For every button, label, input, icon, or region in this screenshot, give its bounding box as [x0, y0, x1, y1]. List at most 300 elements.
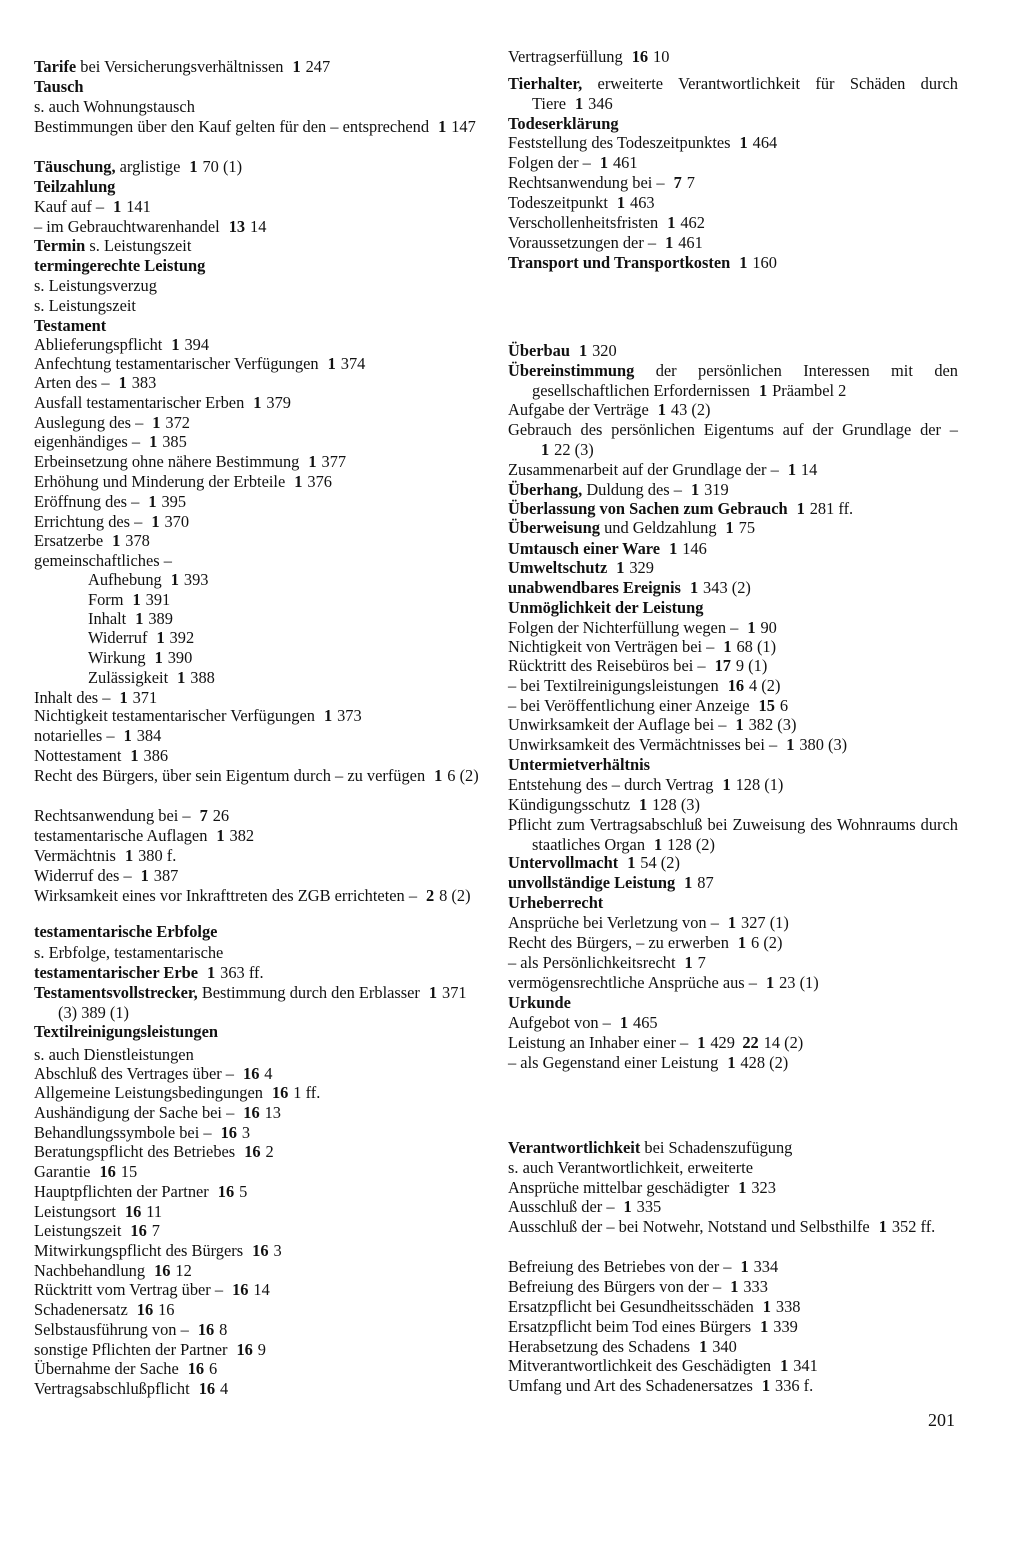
section-reference: 281 ff.: [809, 499, 854, 518]
index-entry-left-55: [34, 1202, 484, 1222]
law-number: 1: [616, 558, 625, 577]
law-number: 1: [177, 668, 186, 687]
law-number: 1: [189, 157, 198, 176]
law-number: 1: [324, 706, 333, 725]
index-entry-left-47: [34, 1045, 484, 1065]
index-text: Leistung an Inhaber einer –: [508, 1033, 689, 1052]
section-reference: 395: [161, 492, 187, 511]
index-text: Aufhebung: [88, 570, 162, 589]
law-number: 17: [714, 656, 731, 675]
index-text: Anfechtung testamentarischer Verfügungen: [34, 354, 319, 373]
section-reference: Präambel 2: [772, 381, 847, 400]
index-term: Überlassung von Sachen zum Gebrauch: [508, 499, 788, 518]
index-entry-right-45: [508, 1138, 958, 1158]
law-number: 16: [244, 1142, 261, 1161]
index-text: testamentarische Auflagen: [34, 826, 208, 845]
index-text: Ersatzpflicht beim Tod eines Bürgers: [508, 1317, 752, 1336]
index-entry-right-24: [508, 637, 958, 657]
law-number: 1: [878, 1217, 887, 1236]
index-text: Zulässigkeit: [88, 668, 169, 687]
index-entry-left-26: [88, 570, 208, 590]
index-entry-right-27: [508, 696, 958, 716]
index-entry-left-15: [34, 354, 484, 374]
index-entry-left-3: [34, 97, 484, 117]
index-entry-right-7: [508, 193, 958, 213]
law-number: 1: [216, 826, 225, 845]
index-text: Pflicht zum Vertragsabschluß bei Zuweisung des Wohnraums durch staatliches Organ: [508, 815, 958, 854]
law-number: 1: [140, 866, 149, 885]
index-entry-left-29: [88, 628, 194, 648]
section-reference: 87: [697, 873, 714, 892]
section-reference: 389: [148, 609, 173, 628]
index-entry-left-44: [34, 963, 484, 983]
index-term: Urkunde: [508, 993, 571, 1012]
law-number: 1: [697, 1033, 706, 1052]
index-text: Widerruf des –: [34, 866, 132, 885]
index-text: – als Gegenstand einer Leistung: [508, 1053, 719, 1072]
index-entry-left-57: [34, 1241, 484, 1261]
index-entry-right-33: [508, 815, 958, 855]
index-text: Gebrauch des persönlichen Eigentums auf der Grundlage der –: [508, 420, 958, 439]
law-number: 1: [253, 393, 262, 412]
law-number: 16: [217, 1182, 235, 1201]
law-number: 16: [727, 676, 745, 695]
page-number: 201: [928, 1410, 955, 1430]
section-reference: 384: [136, 726, 162, 745]
index-text: s. Leistungszeit: [85, 236, 192, 255]
index-entry-left-13: [34, 316, 484, 336]
index-entry-left-30: [88, 648, 192, 668]
index-text: Duldung des –: [582, 480, 682, 499]
index-text: Ausschluß der –: [508, 1197, 615, 1216]
section-reference: 371 (3) 389 (1): [58, 983, 467, 1022]
index-text: und Geldzahlung: [599, 518, 717, 537]
index-term: Untermietverhältnis: [508, 755, 651, 774]
index-term: Termin: [34, 236, 86, 255]
section-reference: 146: [682, 539, 707, 558]
index-entry-left-34: [34, 726, 484, 746]
index-entry-left-49: [34, 1083, 484, 1103]
index-text: s. Leistungsverzug: [34, 276, 157, 295]
law-number: 1: [294, 472, 303, 491]
section-reference: 385: [162, 432, 187, 451]
index-entry-left-21: [34, 472, 484, 492]
index-term: Überweisung: [508, 518, 600, 537]
law-number: 1: [747, 618, 756, 637]
index-text: Entstehung des – durch Vertrag: [508, 775, 714, 794]
index-entry-left-33: [34, 706, 484, 726]
law-number: 1: [739, 133, 748, 152]
index-text: Vertragsabschlußpflicht: [34, 1379, 190, 1398]
law-number: 1: [627, 853, 636, 872]
index-entry-left-9: [34, 236, 484, 256]
section-reference: 334: [753, 1257, 779, 1276]
law-number: 1: [689, 578, 699, 597]
index-term: Umtausch einer Ware: [508, 539, 661, 558]
section-reference: 372: [165, 413, 190, 432]
index-entry-right-46: [508, 1158, 958, 1178]
section-reference: 465: [633, 1013, 658, 1032]
section-reference: 376: [307, 472, 332, 491]
index-text: Umfang und Art des Schadenersatzes: [508, 1376, 753, 1395]
index-text: Nichtigkeit von Verträgen bei –: [508, 637, 715, 656]
section-reference: 14 (2): [763, 1033, 804, 1052]
law-number: 1: [761, 1376, 771, 1395]
index-entry-right-3: [508, 114, 958, 134]
index-entry-right-42: [508, 1013, 958, 1033]
law-number: 1: [737, 933, 747, 952]
index-term: unvollständige Leistung: [508, 873, 676, 892]
index-entry-right-41: [508, 993, 958, 1013]
index-term: Testament: [34, 316, 107, 335]
index-entry-left-16: [34, 373, 484, 393]
index-text: Befreiung des Bürgers von der –: [508, 1277, 722, 1296]
index-text: s. auch Wohnungstausch: [34, 97, 195, 116]
law-number: 16: [197, 1320, 215, 1339]
law-number: 1: [438, 117, 447, 136]
index-text: Erhöhung und Minderung der Erbteile: [34, 472, 286, 491]
index-entry-right-52: [508, 1297, 958, 1317]
index-entry-right-36: [508, 893, 958, 913]
section-reference: 390: [167, 648, 193, 667]
law-number: 1: [616, 193, 626, 212]
index-text: s. Erbfolge, testamentarische: [34, 943, 224, 962]
law-number: 16: [99, 1162, 116, 1181]
index-text: Verschollenheitsfristen: [508, 213, 659, 232]
index-text: Vertragserfüllung: [508, 47, 623, 66]
section-reference: 68 (1): [736, 637, 777, 656]
index-text: Bestimmungen über den Kauf gelten für den – entsprechend: [34, 117, 430, 136]
law-number: 1: [787, 460, 797, 479]
index-text: Unwirksamkeit der Auflage bei –: [508, 715, 727, 734]
law-number: 16: [198, 1379, 216, 1398]
law-number: 1: [740, 1257, 749, 1276]
section-reference: 320: [592, 341, 617, 360]
index-text: Vermächtnis: [34, 846, 116, 865]
section-reference: 461: [612, 153, 638, 172]
index-text: Beratungspflicht des Betriebes: [34, 1142, 236, 1161]
law-number: 16: [252, 1241, 269, 1260]
index-entry-left-12: [34, 296, 484, 316]
index-text: gemeinschaftliches –: [34, 551, 172, 570]
section-reference: 388: [190, 668, 215, 687]
index-term: Verantwortlichkeit: [508, 1138, 641, 1157]
index-entry-left-41: [34, 886, 484, 906]
index-text: eigenhändiges –: [34, 432, 141, 451]
index-text: Herabsetzung des Schadens: [508, 1337, 691, 1356]
section-reference: 378: [125, 531, 150, 550]
law-number: 1: [599, 153, 609, 172]
section-reference: 14: [253, 1280, 270, 1299]
index-entry-left-37: [34, 806, 484, 826]
law-number: 1: [684, 873, 693, 892]
section-reference: 335: [636, 1197, 662, 1216]
index-entry-left-54: [34, 1182, 484, 1202]
index-text: Ansprüche mittelbar geschädigter: [508, 1178, 730, 1197]
section-reference: 23 (1): [779, 973, 819, 992]
index-entry-left-53: [34, 1162, 484, 1182]
section-reference: 373: [337, 706, 362, 725]
index-entry-left-40: [34, 866, 484, 886]
index-text: Nichtigkeit testamentarischer Verfügungen: [34, 706, 315, 725]
index-entry-right-38: [508, 933, 958, 953]
index-entry-right-54: [508, 1337, 958, 1357]
section-reference: 336 f.: [775, 1376, 814, 1395]
index-entry-left-17: [34, 393, 484, 413]
index-entry-right-22: [508, 598, 958, 618]
index-entry-left-2: [34, 77, 484, 97]
index-entry-left-24: [34, 531, 484, 551]
index-entry-right-25: [508, 656, 958, 676]
index-text: Nottestament: [34, 746, 122, 765]
index-entry-left-10: [34, 256, 484, 276]
index-entry-right-4: [508, 133, 958, 153]
index-entry-right-37: [508, 913, 958, 933]
index-text: Rechtsanwendung bei –: [508, 173, 665, 192]
law-number: 1: [148, 492, 157, 511]
law-number: 1: [657, 400, 666, 419]
section-reference: 26: [212, 806, 230, 825]
law-number: 1: [639, 795, 648, 814]
section-reference: 7: [151, 1221, 160, 1240]
section-reference: 141: [126, 197, 151, 216]
section-reference: 386: [143, 746, 169, 765]
index-text: – als Persönlichkeitsrecht: [508, 953, 676, 972]
index-entry-right-15: [508, 460, 958, 480]
index-text: Kauf auf –: [34, 197, 105, 216]
index-term: Urheberrecht: [508, 893, 604, 912]
index-text: notarielles –: [34, 726, 115, 745]
section-reference: 6: [779, 696, 789, 715]
index-entry-right-51: [508, 1277, 958, 1297]
index-entry-right-32: [508, 795, 958, 815]
section-reference: 374: [340, 354, 366, 373]
law-number: 1: [786, 735, 795, 754]
section-reference: 15: [120, 1162, 138, 1181]
section-reference: 394: [184, 335, 210, 354]
index-text: Mitwirkungspflicht des Bürgers: [34, 1241, 244, 1260]
index-text: s. auch Verantwortlichkeit, erweiterte: [508, 1158, 754, 1177]
index-text: Form: [88, 590, 124, 609]
index-text: Ersatzerbe: [34, 531, 104, 550]
section-reference: 128 (2): [667, 835, 715, 854]
section-reference: 160: [752, 253, 777, 272]
law-number: 1: [434, 766, 443, 785]
index-text: arglistige: [115, 157, 181, 176]
section-reference: 10: [653, 47, 670, 66]
section-reference: 43 (2): [670, 400, 711, 419]
section-reference: 3: [273, 1241, 282, 1260]
law-number: 1: [619, 1013, 629, 1032]
index-term: testamentarischer Erbe: [34, 963, 199, 982]
index-entry-right-55: [508, 1356, 958, 1376]
index-term: Unmöglichkeit der Leistung: [508, 598, 704, 617]
index-entry-right-47: [508, 1178, 958, 1198]
law-number: 1: [170, 570, 179, 589]
index-text: Ersatzpflicht bei Gesundheitsschäden: [508, 1297, 754, 1316]
index-text: Schadenersatz: [34, 1300, 128, 1319]
index-entry-left-28: [88, 609, 173, 629]
index-entry-left-14: [34, 335, 484, 355]
index-entry-right-40: [508, 973, 958, 993]
index-entry-left-23: [34, 512, 484, 532]
index-term: Transport und Transportkosten: [508, 253, 731, 272]
section-reference: 382 (3): [748, 715, 797, 734]
index-entry-left-50: [34, 1103, 484, 1123]
law-number: 13: [228, 217, 246, 236]
index-entry-right-12: [508, 361, 958, 401]
index-entry-right-14: [508, 420, 958, 460]
index-text: Aufgabe der Verträge: [508, 400, 649, 419]
index-text: Voraussetzungen der –: [508, 233, 657, 252]
index-text: – bei Veröffentlichung einer Anzeige: [508, 696, 750, 715]
law-number: 1: [759, 381, 768, 400]
index-entry-left-48: [34, 1064, 484, 1084]
index-entry-left-6: [34, 177, 484, 197]
section-reference: 247: [305, 57, 331, 76]
index-entry-left-18: [34, 413, 484, 433]
index-entry-right-10: [508, 253, 958, 273]
law-number: 16: [631, 47, 649, 66]
index-entry-left-38: [34, 826, 484, 846]
index-entry-right-29: [508, 735, 958, 755]
index-text: Folgen der –: [508, 153, 591, 172]
law-number: 15: [758, 696, 775, 715]
law-number: 1: [739, 253, 748, 272]
index-entry-right-1: [508, 47, 958, 67]
index-text: Errichtung des –: [34, 512, 143, 531]
index-entry-left-64: [34, 1379, 484, 1399]
index-text: s. Leistungszeit: [34, 296, 136, 315]
law-number: 1: [149, 432, 158, 451]
law-number: 1: [665, 233, 674, 252]
section-reference: 463: [630, 193, 655, 212]
index-entry-left-5: [34, 157, 484, 177]
index-text: sonstige Pflichten der Partner: [34, 1340, 228, 1359]
section-reference: 2: [265, 1142, 274, 1161]
index-entry-left-20: [34, 452, 484, 472]
section-reference: 363 ff.: [220, 963, 264, 982]
section-reference: 377: [321, 452, 347, 471]
law-number: 16: [271, 1083, 289, 1102]
section-reference: 327 (1): [741, 913, 789, 932]
law-number: 1: [171, 335, 180, 354]
section-reference: 6 (2): [447, 766, 479, 785]
index-entry-left-7: [34, 197, 484, 217]
law-number: 7: [673, 173, 682, 192]
section-reference: 352 ff.: [891, 1217, 936, 1236]
law-number: 1: [623, 1197, 632, 1216]
law-number: 1: [327, 354, 336, 373]
law-number: 1: [760, 1317, 769, 1336]
section-reference: 343 (2): [703, 578, 751, 597]
index-text: – im Gebrauchtwarenhandel: [34, 217, 220, 236]
section-reference: 9: [257, 1340, 266, 1359]
index-entry-left-59: [34, 1280, 484, 1300]
section-reference: 382: [229, 826, 255, 845]
section-reference: 9 (1): [735, 656, 768, 675]
index-text: Todeszeitpunkt: [508, 193, 608, 212]
index-text: Inhalt: [88, 609, 127, 628]
index-entry-left-58: [34, 1261, 484, 1281]
index-entry-right-35: [508, 873, 958, 893]
section-reference: 329: [629, 558, 654, 577]
index-term: Täuschung,: [34, 157, 116, 176]
index-text: bei Schadenszufügung: [640, 1138, 793, 1157]
index-entry-left-25: [34, 551, 484, 571]
index-entry-right-43: [508, 1033, 958, 1053]
index-text: – bei Textilreinigungsleistungen: [508, 676, 719, 695]
section-reference: 341: [793, 1356, 818, 1375]
law-number: 1: [735, 715, 744, 734]
section-reference: 339: [773, 1317, 798, 1336]
index-text: Recht des Bürgers, über sein Eigentum durch – zu verfügen: [34, 766, 426, 785]
section-reference: 16: [158, 1300, 175, 1319]
law-number: 1: [135, 609, 144, 628]
law-number: 1: [130, 746, 139, 765]
index-text: Mitverantwortlichkeit des Geschädigten: [508, 1356, 772, 1375]
section-reference: 4 (2): [749, 676, 781, 695]
law-number: 16: [236, 1340, 253, 1359]
law-number: 1: [765, 973, 775, 992]
law-number: 1: [738, 1178, 747, 1197]
section-reference: 379: [266, 393, 291, 412]
law-number: 1: [796, 499, 805, 518]
index-text: Abschluß des Vertrages über –: [34, 1064, 234, 1083]
law-number: 2: [426, 886, 435, 905]
section-reference: 387: [153, 866, 179, 885]
law-number: 1: [112, 531, 121, 550]
index-text: Bestimmung durch den Erblasser: [197, 983, 420, 1002]
index-text: Leistungszeit: [34, 1221, 122, 1240]
section-reference: 380 (3): [799, 735, 848, 754]
law-number: 1: [690, 480, 700, 499]
section-reference: 14: [250, 217, 267, 236]
index-entry-right-26: [508, 676, 958, 696]
section-reference: 393: [183, 570, 209, 589]
section-reference: 147: [451, 117, 476, 136]
law-number: 1: [578, 341, 588, 360]
index-entry-left-31: [88, 668, 215, 688]
section-reference: 22 (3): [554, 440, 594, 459]
index-entry-right-39: [508, 953, 958, 973]
section-reference: 371: [132, 688, 158, 707]
section-reference: 128 (1): [735, 775, 784, 794]
index-entry-left-45: [34, 983, 484, 1023]
index-text: Wirkung: [88, 648, 146, 667]
law-number: 1: [207, 963, 216, 982]
index-text: Folgen der Nichterfüllung wegen –: [508, 618, 739, 637]
index-term: Überhang,: [508, 480, 583, 499]
index-text: Garantie: [34, 1162, 91, 1181]
index-entry-left-52: [34, 1142, 484, 1162]
index-entry-right-21: [508, 578, 958, 598]
section-reference: 14: [800, 460, 818, 479]
index-entry-right-8: [508, 213, 958, 233]
law-number: 1: [124, 846, 134, 865]
law-number: 1: [119, 688, 128, 707]
section-reference: 54 (2): [640, 853, 680, 872]
index-entry-right-31: [508, 775, 958, 795]
section-reference: 5: [239, 1182, 248, 1201]
law-number: 1: [684, 953, 693, 972]
law-number: 1: [723, 637, 732, 656]
law-number: 1: [308, 452, 317, 471]
section-reference: 370: [164, 512, 190, 531]
law-number: 1: [575, 94, 584, 113]
index-text: Ansprüche bei Verletzung von –: [508, 913, 719, 932]
section-reference: 338: [775, 1297, 801, 1316]
